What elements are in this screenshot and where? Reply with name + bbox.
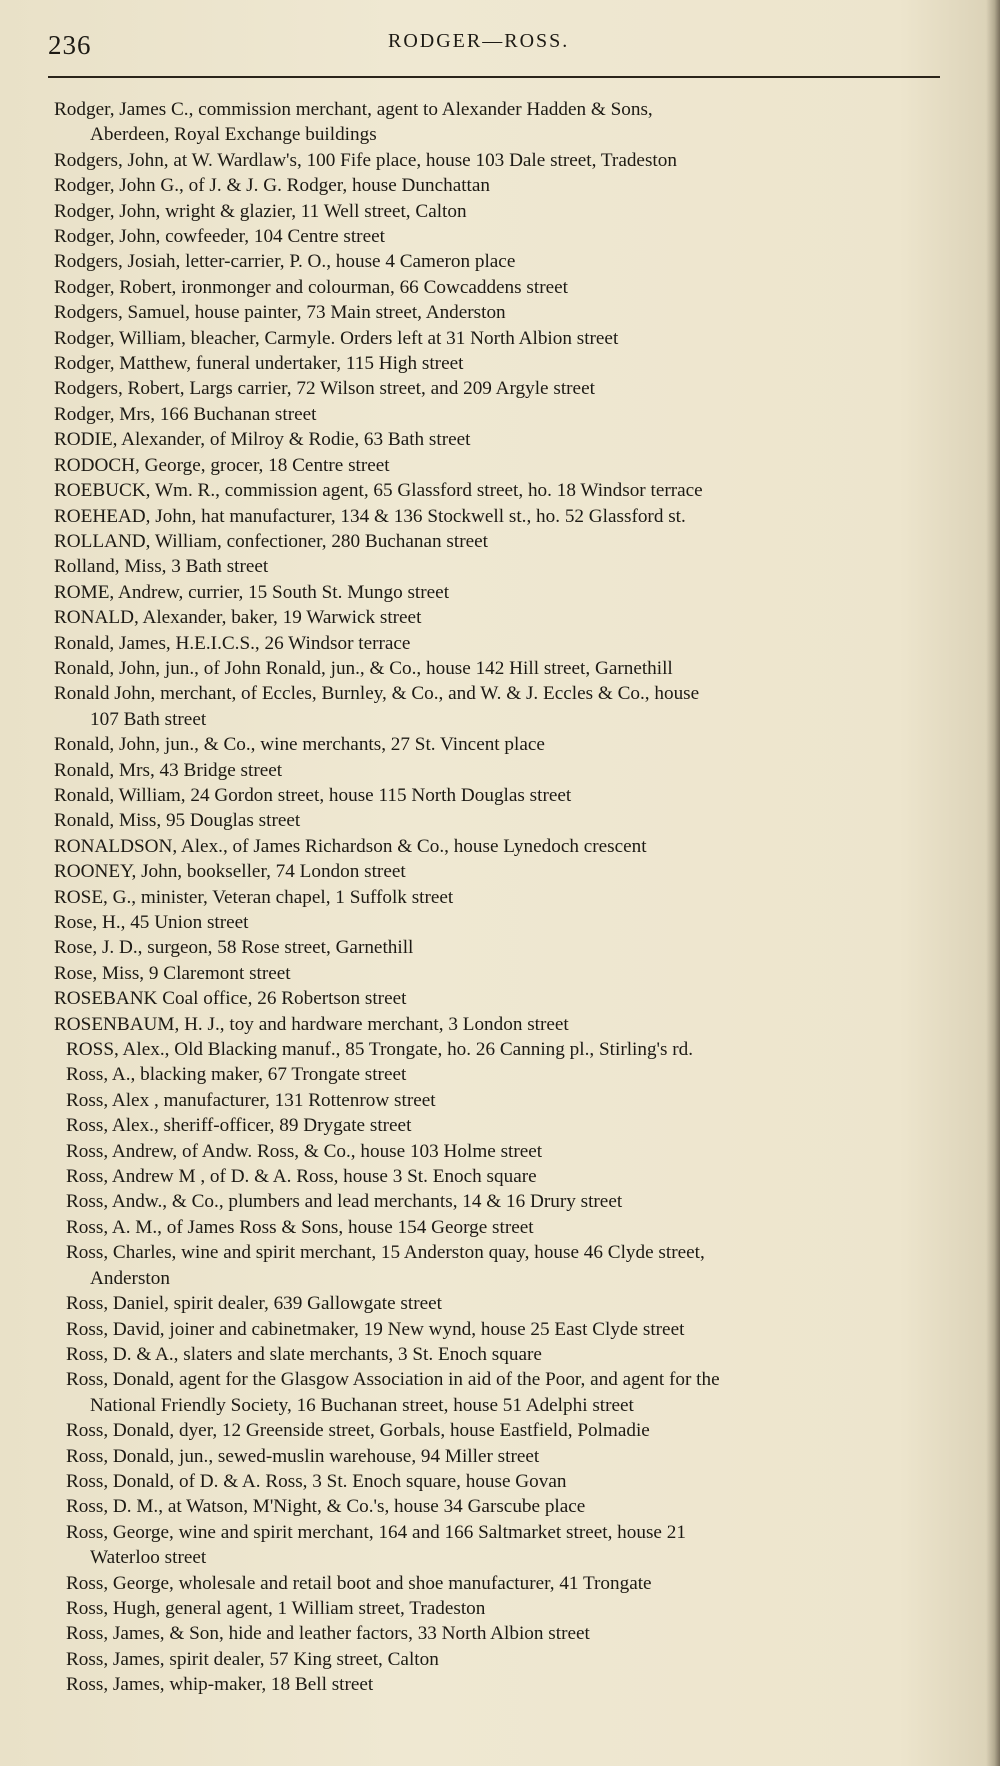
directory-entry: Rose, Miss, 9 Claremont street xyxy=(54,962,291,984)
directory-entry: Rodger, William, bleacher, Carmyle. Orders left at 31 North Albion street xyxy=(54,327,619,349)
directory-entry: Ross, D. M., at Watson, M'Night, & Co.'s, house 34 Garscube place xyxy=(66,1496,586,1518)
directory-entry: Rodgers, Robert, Largs carrier, 72 Wilson street, and 209 Argyle street xyxy=(54,378,595,400)
directory-entry: ROSS, Alex., Old Blacking manuf., 85 Trongate, ho. 26 Canning pl., Stirling's rd. xyxy=(66,1039,694,1061)
directory-entry: Ross, D. & A., slaters and slate merchants, 3 St. Enoch square xyxy=(66,1343,542,1365)
directory-entry: RODIE, Alexander, of Milroy & Rodie, 63 Bath street xyxy=(54,429,471,451)
directory-entry: Rodger, Matthew, funeral undertaker, 115 High street xyxy=(54,353,464,375)
directory-entry: Ronald, James, H.E.I.C.S., 26 Windsor terrace xyxy=(54,632,411,654)
directory-entry: Ross, George, wine and spirit merchant, 164 and 166 Saltmarket street, house 21 xyxy=(66,1521,686,1543)
directory-entry: RONALDSON, Alex., of James Richardson & Co., house Lynedoch crescent xyxy=(54,835,647,857)
directory-entry: Ross, James, & Son, hide and leather factors, 33 North Albion street xyxy=(66,1623,590,1645)
directory-entry: Ross, Alex., sheriff-officer, 89 Drygate street xyxy=(66,1115,412,1137)
directory-entry: Ross, David, joiner and cabinetmaker, 19 New wynd, house 25 East Clyde street xyxy=(66,1318,685,1340)
directory-entry: Ross, A., blacking maker, 67 Trongate street xyxy=(66,1064,407,1086)
directory-entry: Rolland, Miss, 3 Bath street xyxy=(54,556,269,578)
directory-entry: ROSENBAUM, H. J., toy and hardware merchant, 3 London street xyxy=(54,1013,569,1035)
directory-entry: Rodger, John G., of J. & J. G. Rodger, house Dunchattan xyxy=(54,175,490,197)
directory-entry: Ross, Hugh, general agent, 1 William street, Tradeston xyxy=(66,1597,486,1619)
directory-entry: Rodger, Mrs, 166 Buchanan street xyxy=(54,403,317,425)
directory-entry: Rodgers, Samuel, house painter, 73 Main street, Anderston xyxy=(54,302,506,324)
page-edge-shadow xyxy=(986,0,1000,1766)
directory-entry: Rose, J. D., surgeon, 58 Rose street, Garnethill xyxy=(54,937,414,959)
directory-entry: Rodger, James C., commission merchant, agent to Alexander Hadden & Sons, xyxy=(54,99,653,120)
directory-entry: ROEHEAD, John, hat manufacturer, 134 & 136 Stockwell st., ho. 52 Glassford st. xyxy=(54,505,686,527)
directory-entry-continuation: Waterloo street xyxy=(90,1547,207,1569)
directory-entry: ROONEY, John, bookseller, 74 London street xyxy=(54,861,406,883)
header-rule xyxy=(48,76,940,78)
directory-entry: ROSE, G., minister, Veteran chapel, 1 Suffolk street xyxy=(54,886,454,908)
directory-entry: ROSEBANK Coal office, 26 Robertson street xyxy=(54,988,407,1010)
directory-entry: Ross, A. M., of James Ross & Sons, house 154 George street xyxy=(66,1216,534,1238)
directory-entry: ROME, Andrew, currier, 15 South St. Mungo street xyxy=(54,581,450,603)
directory-entry-continuation: National Friendly Society, 16 Buchanan street, house 51 Adelphi street xyxy=(90,1394,634,1416)
directory-entry: Ross, Alex , manufacturer, 131 Rottenrow street xyxy=(66,1089,436,1111)
directory-entry: ROEBUCK, Wm. R., commission agent, 65 Glassford street, ho. 18 Windsor terrace xyxy=(54,480,703,502)
directory-entry: Ross, Andw., & Co., plumbers and lead merchants, 14 & 16 Drury street xyxy=(66,1191,623,1213)
directory-entry: Ronald John, merchant, of Eccles, Burnley, & Co., and W. & J. Eccles & Co., house xyxy=(54,683,700,705)
directory-entry: Rodger, Robert, ironmonger and colourman, 66 Cowcaddens street xyxy=(54,276,568,298)
directory-entry-continuation: Aberdeen, Royal Exchange buildings xyxy=(90,124,377,146)
directory-entry: Ronald, William, 24 Gordon street, house 115 North Douglas street xyxy=(54,784,572,806)
directory-entry: RONALD, Alexander, baker, 19 Warwick street xyxy=(54,607,422,629)
directory-entry: Ross, James, spirit dealer, 57 King street, Calton xyxy=(66,1648,439,1670)
directory-entry: Rodger, John, cowfeeder, 104 Centre street xyxy=(54,226,385,248)
running-head: RODGER—ROSS. xyxy=(388,30,570,52)
directory-entry: Ross, Donald, of D. & A. Ross, 3 St. Enoch square, house Govan xyxy=(66,1470,567,1492)
directory-entry: Ronald, Mrs, 43 Bridge street xyxy=(54,759,283,781)
directory-entry: Ross, Andrew M , of D. & A. Ross, house 3 St. Enoch square xyxy=(66,1166,537,1188)
directory-entry: Ross, Donald, jun., sewed-muslin warehouse, 94 Miller street xyxy=(66,1445,540,1467)
directory-entries xyxy=(54,97,946,1698)
directory-entry: Ronald, John, jun., & Co., wine merchants, 27 St. Vincent place xyxy=(54,734,545,756)
directory-entry: Ross, Daniel, spirit dealer, 639 Gallowgate street xyxy=(66,1293,442,1315)
directory-entry: Rodgers, John, at W. Wardlaw's, 100 Fife place, house 103 Dale street, Tradeston xyxy=(54,149,677,171)
directory-entry: Ross, Donald, dyer, 12 Greenside street, Gorbals, house Eastfield, Polmadie xyxy=(66,1420,650,1442)
directory-entry: Rodgers, Josiah, letter-carrier, P. O., house 4 Cameron place xyxy=(54,251,516,273)
directory-entry: Ronald, John, jun., of John Ronald, jun., & Co., house 142 Hill street, Garnethill xyxy=(54,657,673,679)
directory-entry: ROLLAND, William, confectioner, 280 Buchanan street xyxy=(54,530,488,552)
directory-entry-continuation: 107 Bath street xyxy=(90,708,207,730)
directory-entry-continuation: Anderston xyxy=(90,1267,170,1289)
directory-entry: Ross, Donald, agent for the Glasgow Association in aid of the Poor, and agent for the xyxy=(66,1369,720,1391)
directory-entry: Ronald, Miss, 95 Douglas street xyxy=(54,810,301,832)
directory-entry: Rodger, John, wright & glazier, 11 Well street, Calton xyxy=(54,200,467,222)
directory-entry: RODOCH, George, grocer, 18 Centre street xyxy=(54,454,390,476)
directory-entry: Ross, Charles, wine and spirit merchant, 15 Anderston quay, house 46 Clyde street, xyxy=(66,1242,705,1264)
directory-entry: Ross, Andrew, of Andw. Ross, & Co., house 103 Holme street xyxy=(66,1140,543,1162)
directory-entry: Ross, James, whip-maker, 18 Bell street xyxy=(66,1674,374,1696)
page-number: 236 xyxy=(48,30,92,60)
directory-entry: Ross, George, wholesale and retail boot and shoe manufacturer, 41 Trongate xyxy=(66,1572,652,1594)
directory-entry: Rose, H., 45 Union street xyxy=(54,912,249,933)
